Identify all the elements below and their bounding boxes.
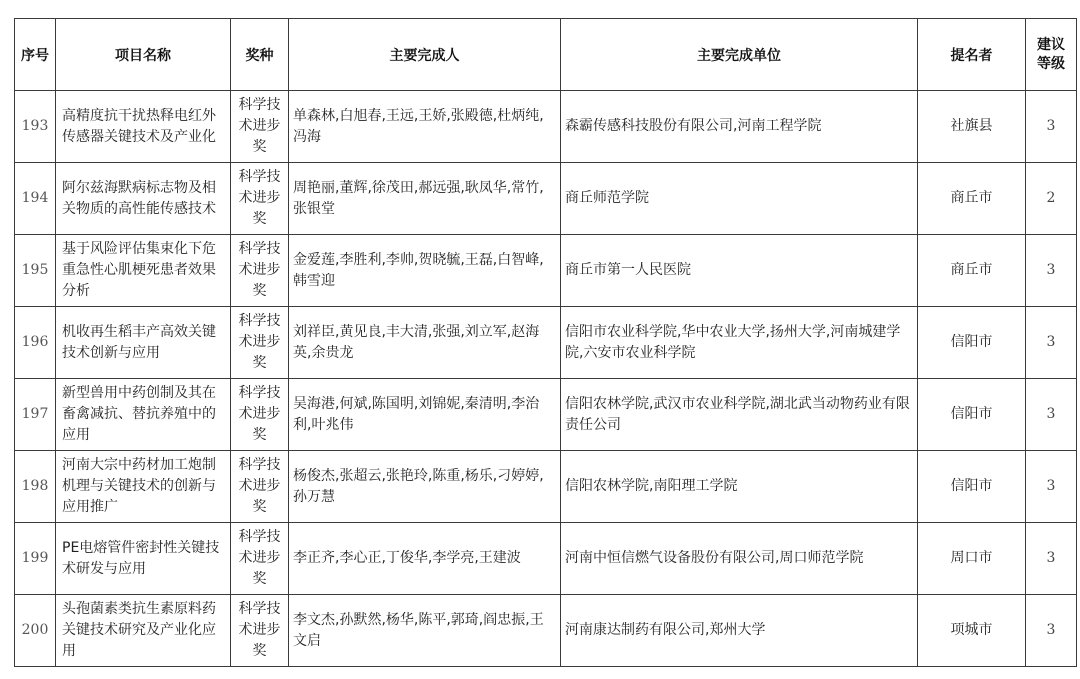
cell-units: 商丘师范学院	[561, 163, 918, 235]
header-row	[15, 19, 1077, 91]
cell-units: 商丘市第一人民医院	[561, 235, 918, 307]
cell-nominator: 信阳市	[918, 307, 1026, 379]
cell-contributors: 李文杰,孙默然,杨华,陈平,郭琦,阎忠振,王文启	[289, 595, 561, 667]
cell-nominator: 商丘市	[918, 235, 1026, 307]
table-row	[15, 235, 1077, 307]
cell-project-name: 新型兽用中药创制及其在畜禽减抗、替抗养殖中的应用	[56, 379, 231, 451]
cell-project-name: 基于风险评估集束化下危重急性心肌梗死患者效果分析	[56, 235, 231, 307]
cell-project-name: 机收再生稻丰产高效关键技术创新与应用	[56, 307, 231, 379]
cell-units: 信阳市农业科学院,华中农业大学,扬州大学,河南城建学院,六安市农业科学院	[561, 307, 918, 379]
cell-award-type: 科学技术进步奖	[231, 379, 289, 451]
table-row	[15, 163, 1077, 235]
cell-contributors: 杨俊杰,张超云,张艳玲,陈重,杨乐,刁婷婷,孙万慧	[289, 451, 561, 523]
cell-grade: 3	[1026, 379, 1077, 451]
cell-nominator: 社旗县	[918, 91, 1026, 163]
header-award-type: 奖种	[231, 19, 289, 91]
table-row	[15, 379, 1077, 451]
cell-no: 194	[15, 163, 56, 235]
cell-project-name: 河南大宗中药材加工炮制机理与关键技术的创新与应用推广	[56, 451, 231, 523]
cell-award-type: 科学技术进步奖	[231, 307, 289, 379]
cell-contributors: 吴海港,何斌,陈国明,刘锦妮,秦清明,李治利,叶兆伟	[289, 379, 561, 451]
cell-nominator: 信阳市	[918, 379, 1026, 451]
cell-award-type: 科学技术进步奖	[231, 235, 289, 307]
cell-grade: 3	[1026, 451, 1077, 523]
cell-no: 199	[15, 523, 56, 595]
cell-units: 森霸传感科技股份有限公司,河南工程学院	[561, 91, 918, 163]
table-row	[15, 91, 1077, 163]
cell-project-name: PE电熔管件密封性关键技术研发与应用	[56, 523, 231, 595]
cell-no: 196	[15, 307, 56, 379]
table-row	[15, 523, 1077, 595]
cell-project-name: 阿尔兹海默病标志物及相关物质的高性能传感技术	[56, 163, 231, 235]
header-main-units: 主要完成单位	[561, 19, 918, 91]
header-suggested-grade	[1026, 19, 1077, 91]
header-main-contributors: 主要完成人	[289, 19, 561, 91]
cell-grade: 3	[1026, 523, 1077, 595]
table-row	[15, 451, 1077, 523]
cell-grade: 3	[1026, 307, 1077, 379]
cell-no: 198	[15, 451, 56, 523]
cell-units: 信阳农林学院,武汉市农业科学院,湖北武当动物药业有限责任公司	[561, 379, 918, 451]
cell-nominator: 项城市	[918, 595, 1026, 667]
cell-nominator: 信阳市	[918, 451, 1026, 523]
cell-units: 河南中恒信燃气设备股份有限公司,周口师范学院	[561, 523, 918, 595]
cell-no: 197	[15, 379, 56, 451]
cell-award-type: 科学技术进步奖	[231, 523, 289, 595]
cell-grade: 2	[1026, 163, 1077, 235]
cell-award-type: 科学技术进步奖	[231, 163, 289, 235]
cell-grade: 3	[1026, 91, 1077, 163]
header-suggested-grade-label: 建议等级	[1037, 36, 1065, 72]
cell-grade: 3	[1026, 235, 1077, 307]
cell-nominator: 周口市	[918, 523, 1026, 595]
table-row	[15, 595, 1077, 667]
cell-project-name: 头孢菌素类抗生素原料药关键技术研究及产业化应用	[56, 595, 231, 667]
header-nominator: 提名者	[918, 19, 1026, 91]
cell-grade: 3	[1026, 595, 1077, 667]
cell-contributors: 刘祥臣,黄见良,丰大清,张强,刘立军,赵海英,余贵龙	[289, 307, 561, 379]
header-project-name: 项目名称	[56, 19, 231, 91]
cell-award-type: 科学技术进步奖	[231, 91, 289, 163]
cell-no: 193	[15, 91, 56, 163]
cell-nominator: 商丘市	[918, 163, 1026, 235]
cell-contributors: 单森林,白旭春,王远,王娇,张殿德,杜炳纯,冯海	[289, 91, 561, 163]
header-no: 序号	[15, 19, 56, 91]
cell-contributors: 周艳丽,董辉,徐茂田,郝远强,耿凤华,常竹,张银堂	[289, 163, 561, 235]
cell-contributors: 李正齐,李心正,丁俊华,李学亮,王建波	[289, 523, 561, 595]
cell-no: 200	[15, 595, 56, 667]
cell-award-type: 科学技术进步奖	[231, 595, 289, 667]
cell-no: 195	[15, 235, 56, 307]
cell-project-name: 高精度抗干扰热释电红外传感器关键技术及产业化	[56, 91, 231, 163]
cell-units: 信阳农林学院,南阳理工学院	[561, 451, 918, 523]
cell-award-type: 科学技术进步奖	[231, 451, 289, 523]
cell-units: 河南康达制药有限公司,郑州大学	[561, 595, 918, 667]
cell-contributors: 金爱莲,李胜利,李帅,贺晓毓,王磊,白智峰,韩雪迎	[289, 235, 561, 307]
awards-table	[14, 18, 1077, 667]
table-row	[15, 307, 1077, 379]
